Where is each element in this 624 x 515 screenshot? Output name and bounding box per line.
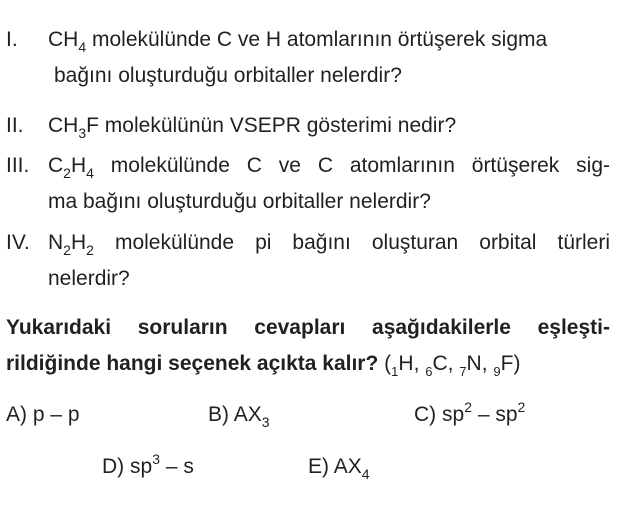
stem-line-2: rildiğinde hangi seçenek açıkta kalır? ($_1H$, $_6$C, $_7$N, $_9$F) (6, 352, 521, 379)
option-a[interactable]: A) p – p (6, 403, 80, 426)
formula: $CH_4$ (48, 28, 87, 55)
question-line-2: ma bağını oluşturduğu orbitaller nelerdir? (48, 190, 431, 213)
option-b[interactable]: B) $AX_3$ (208, 403, 270, 430)
question-line-1: $CH_4$ molekülünde C ve H atomlarının örtüşerek sigma (48, 28, 548, 55)
formula: $CH_3F$ (48, 114, 99, 141)
formula: $N_2H_2$ (48, 231, 94, 258)
question-line-2: bağını oluşturduğu orbitaller nelerdir? (54, 64, 402, 87)
option-d[interactable]: D) $sp^3$ – s (102, 451, 194, 478)
stem-line-1: Yukarıdaki soruların cevapları aşağıdakilerle eşleşti- (6, 316, 610, 339)
question-line-1: $C_2H_4$ molekülünde C ve C atomlarının örtüşerek sig- (48, 154, 610, 181)
question-line-2: nelerdir? (48, 267, 130, 290)
question-numeral: I. (6, 28, 18, 51)
element-list: ($_1H$, $_6$C, $_7$N, $_9$F) (384, 352, 521, 379)
question-numeral: II. (6, 114, 24, 137)
option-c[interactable]: C) $sp^2 - sp^2$ (414, 399, 526, 426)
question-numeral: IV. (6, 231, 30, 254)
formula: $C_2H_4$ (48, 154, 94, 181)
question-line-1: $N_2H_2$ molekülünde pi bağını oluşturan orbital türleri (48, 231, 610, 258)
question-line-1: $CH_3F$ molekülünün VSEPR gösterimi nedir? (48, 114, 457, 141)
question-4 (6, 225, 610, 297)
question-1 (6, 22, 610, 94)
question-numeral: III. (6, 154, 30, 177)
question-2 (6, 108, 610, 144)
question-stem (6, 310, 610, 382)
question-3 (6, 148, 610, 220)
option-e[interactable]: E) $AX_4$ (308, 455, 370, 482)
